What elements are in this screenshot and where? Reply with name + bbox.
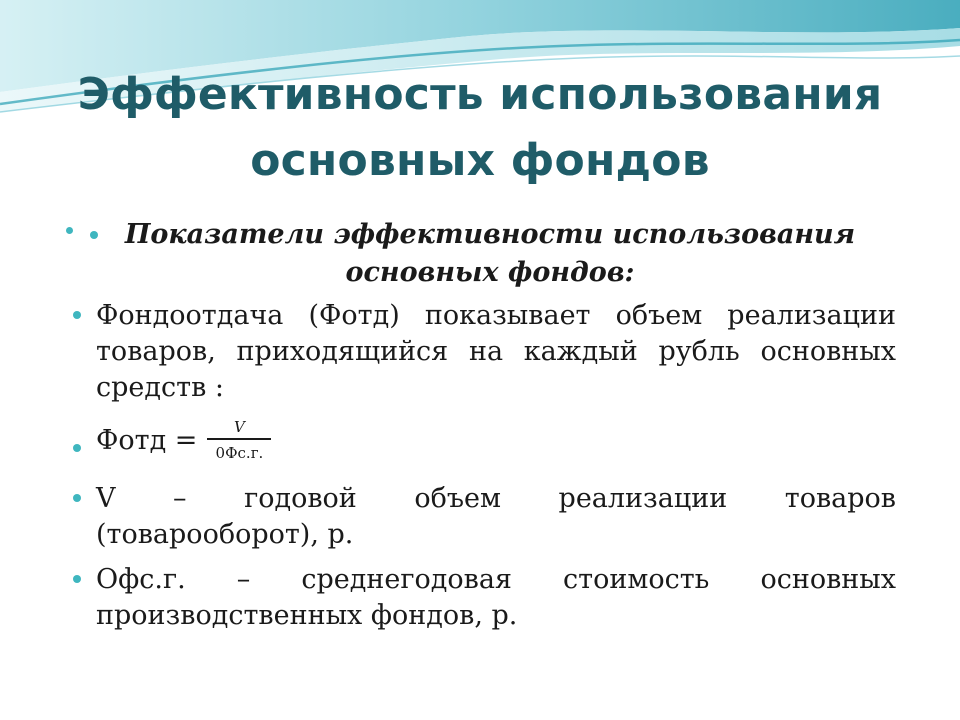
bullet-icon [90, 231, 98, 239]
v-definition-text: V – годовой объем реализации товаров [96, 483, 896, 514]
bullet-icon [73, 311, 81, 319]
formula-fraction [207, 418, 271, 462]
bullet-icon [66, 227, 73, 234]
formula-numerator: V [234, 418, 245, 436]
ofsg-definition-text: Офс.г. – среднегодовая стоимость основных [96, 564, 896, 595]
bullet-icon [73, 444, 81, 452]
ofsg-definition-line2: производственных фондов, р. [96, 600, 518, 631]
section-subheading: Показатели эффективности использования основных фондов: [124, 219, 856, 288]
page-title: Эффективность использования основных фондов [77, 69, 883, 186]
bullet-icon [73, 575, 81, 583]
formula [96, 418, 271, 462]
v-definition-line1 [96, 481, 896, 517]
formula-lhs: Фотд = [96, 424, 198, 456]
fondootdacha-definition: Фондоотдача (Фотд) показывает объем реализации товаров, приходящийся на каждый рубль основных средств : [96, 300, 896, 403]
v-definition-line2: (товарооборот), р. [96, 519, 354, 550]
bullet-icon [73, 494, 81, 502]
formula-denominator: 0Фс.г. [215, 444, 264, 462]
ofsg-definition-line1 [96, 562, 896, 598]
